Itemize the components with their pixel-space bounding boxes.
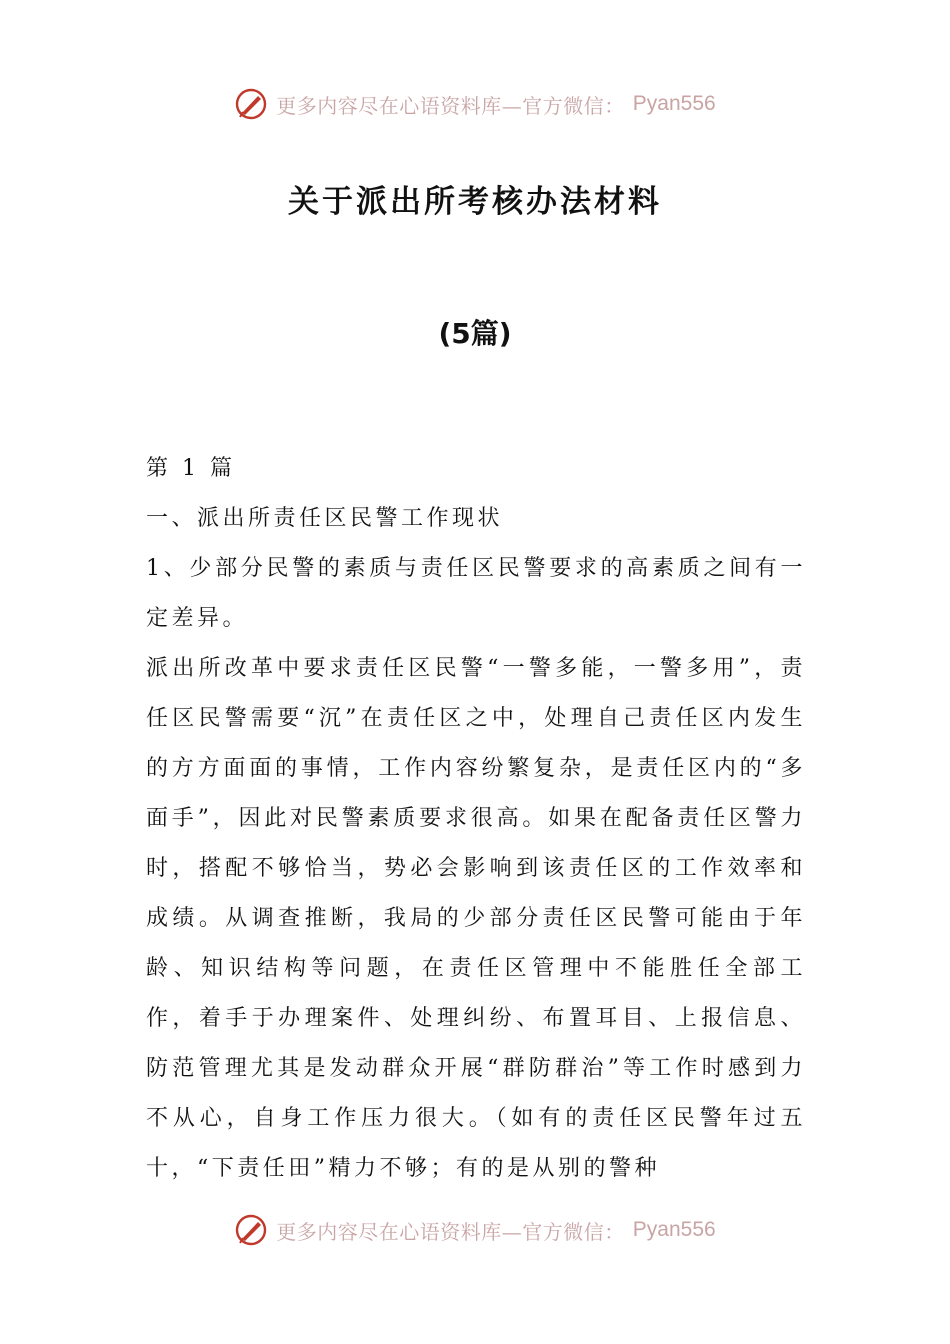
- quill-logo-icon: [234, 87, 268, 121]
- section-label: 第 1 篇: [146, 456, 236, 481]
- watermark-text: 更多内容尽在心语资料库—官方微信：: [276, 1219, 625, 1244]
- watermark-wechat-id: Pyan556: [632, 1218, 716, 1241]
- body-paragraph: 派出所改革中要求责任区民警“一警多能，一警多用”，责任区民警需要“沉”在责任区之中，处理自己责任区内发生的方方面面的事情，工作内容纷繁复杂，是责任区内的“多面手”，因此对民警素质要求很高。如果在配备责任区警力时，搭配不够恰当，势必会影响到该责任区的工作效率和成绩。从调查推断，我局的少部分责任区民警可能由于年龄、知识结构等问题，在责任区管理中不能胜任全部工作，着手于办理案件、处理纠纷、布置耳目、上报信息、防范管理尤其是发动群众开展“群防群治”等工作时感到力不从心，自身工作压力很大。（如有的责任区民警年过五十，“下责任田”精力不够；有的是从别的警种: [146, 656, 806, 1181]
- watermark-wechat-id: Pyan556: [632, 92, 716, 115]
- watermark-text: 更多内容尽在心语资料库—官方微信：: [276, 93, 625, 118]
- section-heading: 一、派出所责任区民警工作现状: [146, 506, 504, 531]
- document-title: 关于派出所考核办法材料: [288, 184, 662, 220]
- watermark-banner-bottom: [0, 1210, 950, 1250]
- document-body: [146, 444, 806, 1194]
- document-subtitle: (5篇): [438, 317, 512, 350]
- quill-logo-icon: [234, 1213, 268, 1247]
- watermark-banner-top: [0, 84, 950, 124]
- numbered-point: 1、少部分民警的素质与责任区民警要求的高素质之间有一定差异。: [146, 556, 806, 631]
